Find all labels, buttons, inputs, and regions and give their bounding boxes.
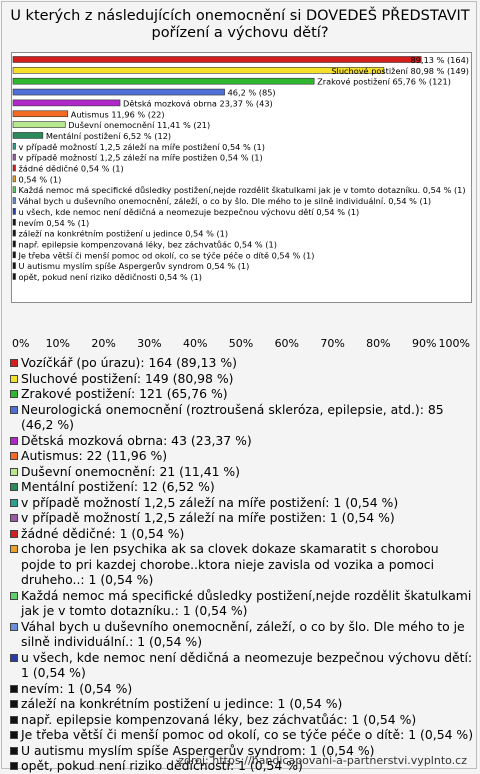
bar-label-16: záleží na konkrétním postižení u jedince 0,54 % (1) [18, 228, 229, 239]
legend-text-8: v případě možností 1,2,5 záleží na míře postižení: 1 (0,54 %) [21, 494, 399, 510]
bar-0 [13, 57, 421, 63]
bar-5 [13, 111, 68, 117]
legend-item-7 [10, 479, 474, 495]
legend-item-14 [10, 650, 474, 681]
legend-swatch-2 [10, 390, 18, 398]
bar-18 [13, 252, 16, 258]
legend-swatch-9 [10, 514, 18, 522]
bar-label-11: 0,54 % (1) [18, 174, 62, 185]
legend-item-1 [10, 371, 474, 387]
legend-item-16 [10, 696, 474, 712]
bar-label-2: Zrakové postižení 65,76 % (121) [317, 76, 451, 87]
legend-item-5 [10, 448, 474, 464]
legend-item-4 [10, 433, 474, 449]
legend-item-2 [10, 386, 474, 402]
bar-label-1: Sluchové postižení 80,98 % (149) [331, 65, 469, 76]
legend-swatch-11 [10, 545, 18, 553]
bar-label-12: Každá nemoc má specifické důsledky postižení,nejde rozdělit škatulkami jak je v tomto dotazníku. 0,54 % (1) [18, 185, 466, 196]
legend-text-7: Mentální postižení: 12 (6,52 %) [21, 479, 215, 494]
legend-item-18 [10, 727, 474, 743]
bar-14 [13, 208, 16, 214]
chart-frame [1, 1, 477, 773]
x-axis [2, 332, 478, 352]
legend-swatch-20 [10, 762, 18, 770]
bar-label-3: 46,2 % (85) [227, 87, 276, 98]
legend-swatch-18 [10, 731, 18, 739]
legend-text-3: Neurologická onemocnění (roztroušená skleróza, epilepsie, atd.): 85 (46,2 %) [21, 401, 444, 432]
legend-item-3 [10, 402, 474, 433]
chart-title: U kterých z následujících onemocnění si DOVEDEŠ PŘEDSTAVIT pořízení a výchovu dětí? [10, 8, 470, 41]
bar-label-10: žádné dědičné 0,54 % (1) [18, 163, 124, 174]
legend-text-6: Duševní onemocnění: 21 (11,41 %) [21, 463, 241, 479]
x-tick-label-7: 70% [320, 337, 345, 350]
bar-label-4: Dětská mozková obrna 23,37 % (43) [123, 98, 273, 109]
legend-text-18: Je třeba větší či menší pomoc od okolí, co se týče péče o dítě: 1 (0,54 %) [21, 727, 474, 742]
legend-item-15 [10, 681, 474, 697]
source-note: zdroj: https://handicapovani-a-partnerstvi.vyplnto.cz [178, 754, 467, 767]
legend-text-16: záleží na konkrétním postižení u jedince: 1 (0,54 %) [21, 696, 343, 711]
legend-swatch-8 [10, 499, 18, 507]
legend-swatch-10 [10, 530, 18, 538]
x-tick-label-6: 60% [274, 337, 300, 350]
bar-label-9: v případě možností 1,2,5 záleží na míře postižen 0,54 % (1) [18, 152, 263, 163]
legend-swatch-12 [10, 592, 18, 600]
x-tick-label-0: 0% [12, 337, 30, 350]
bar-8 [13, 143, 16, 149]
legend-text-5: Autismus: 22 (11,96 %) [21, 448, 168, 463]
x-tick-label-1: 10% [45, 337, 71, 350]
legend-text-0: Vozíčkář (po úrazu): 164 (89,13 %) [21, 355, 237, 370]
bar-3 [13, 89, 225, 95]
bar-6 [13, 122, 65, 128]
bar-label-8: v případě možností 1,2,5 záleží na míře postižení 0,54 % (1) [18, 141, 265, 152]
bar-7 [13, 132, 43, 138]
bar-11 [13, 176, 16, 182]
legend-text-1: Sluchové postižení: 149 (80,98 %) [21, 370, 234, 386]
legend-text-9: v případě možností 1,2,5 záleží na míře postižen: 1 (0,54 %) [21, 510, 395, 525]
bar-17 [13, 241, 16, 247]
legend-swatch-17 [10, 716, 18, 724]
x-tick-label-10: 100% [438, 337, 470, 350]
bar-15 [13, 219, 16, 225]
x-tick-label-5: 50% [228, 337, 254, 350]
legend-text-2: Zrakové postižení: 121 (65,76 %) [21, 386, 228, 401]
legend-text-10: žádné dědičné: 1 (0,54 %) [21, 525, 185, 541]
bar-9 [13, 154, 16, 160]
legend-swatch-15 [10, 685, 18, 693]
legend-text-20: opět, pokud není riziko dědičnosti: 1 (0,54 %) [21, 758, 303, 773]
legend-item-9 [10, 510, 474, 526]
legend-item-8 [10, 495, 474, 511]
bar-label-15: nevím 0,54 % (1) [18, 217, 90, 228]
legend-text-11: choroba je len psychika ak sa clovek dokaze skamaratit s chorobou pojde to pri kazdej chorobe..ktora nieje zavisla od vozika a pomoci druheho..: 1 (0,54 %) [21, 541, 439, 587]
chart-legend [10, 355, 474, 774]
legend-swatch-3 [10, 406, 18, 414]
legend-swatch-14 [10, 654, 18, 662]
bar-label-0: 89,13 % (164) [410, 55, 469, 65]
legend-item-0 [10, 355, 474, 371]
x-tick-label-4: 40% [182, 337, 208, 350]
legend-swatch-1 [10, 375, 18, 383]
legend-swatch-7 [10, 483, 18, 491]
bar-1 [13, 67, 384, 73]
bar-label-6: Duševní onemocnění 11,41 % (21) [68, 120, 211, 131]
x-tick-label-9: 90% [411, 337, 437, 350]
legend-swatch-16 [10, 700, 18, 708]
legend-swatch-4 [10, 437, 18, 445]
legend-text-19: U autismu myslím spíše Aspergerův syndrom: 1 (0,54 %) [21, 742, 375, 758]
bar-16 [13, 230, 16, 236]
x-tick-label-2: 20% [91, 337, 116, 350]
bar-label-18: Je třeba větší či menší pomoc od okolí, co se týče péče o dítě 0,54 % (1) [18, 250, 315, 261]
legend-item-11 [10, 541, 474, 588]
legend-item-17 [10, 712, 474, 728]
bar-19 [13, 263, 16, 269]
x-tick-label-3: 30% [137, 337, 162, 350]
legend-text-17: např. epilepsie kompenzovaná léky, bez záchvatůác: 1 (0,54 %) [21, 711, 417, 727]
legend-item-6 [10, 464, 474, 480]
bar-label-13: Váhal bych u duševního onemocnění, záleží, o co by šlo. Dle mého to je silně individuální. 0,54 % (1) [18, 196, 432, 207]
legend-text-13: Váhal bych u duševního onemocnění, záleží, o co by šlo. Dle mého to je silně individuální.: 1 (0,54 %) [21, 618, 465, 649]
bar-20 [13, 274, 16, 280]
legend-swatch-0 [10, 359, 18, 367]
legend-text-15: nevím: 1 (0,54 %) [21, 680, 133, 696]
legend-swatch-6 [10, 468, 18, 476]
bar-label-17: např. epilepsie kompenzovaná léky, bez záchvatůác 0,54 % (1) [18, 239, 277, 250]
bar-2 [13, 78, 314, 84]
legend-text-12: Každá nemoc má specifické důsledky postižení,nejde rozdělit škatulkami jak je v tomto dotazníku.: 1 (0,54 %) [21, 587, 472, 618]
bar-13 [13, 198, 16, 204]
legend-swatch-19 [10, 747, 18, 755]
bar-12 [13, 187, 16, 193]
x-tick-label-8: 80% [366, 337, 391, 350]
plot-area [11, 52, 472, 303]
bar-label-5: Autismus 11,96 % (22) [70, 109, 165, 120]
bar-label-19: U autismu myslím spíše Aspergerův syndrom 0,54 % (1) [18, 261, 250, 272]
bar-chart-svg [12, 53, 471, 302]
bar-label-14: u všech, kde nemoc není dědičná a neomezuje bezpečnou výchovu dětí 0,54 % (1) [18, 206, 360, 217]
legend-item-13 [10, 619, 474, 650]
bar-10 [13, 165, 16, 171]
legend-item-10 [10, 526, 474, 542]
bar-label-20: opět, pokud není riziko dědičnosti 0,54 % (1) [18, 272, 202, 282]
legend-item-12 [10, 588, 474, 619]
bar-label-7: Mentální postižení 6,52 % (12) [45, 130, 172, 141]
legend-swatch-13 [10, 623, 18, 631]
legend-swatch-5 [10, 452, 18, 460]
legend-text-4: Dětská mozková obrna: 43 (23,37 %) [21, 432, 252, 448]
bar-4 [13, 100, 120, 106]
legend-text-14: u všech, kde nemoc není dědičná a neomezuje bezpečnou výchovu dětí: 1 (0,54 %) [21, 649, 473, 680]
